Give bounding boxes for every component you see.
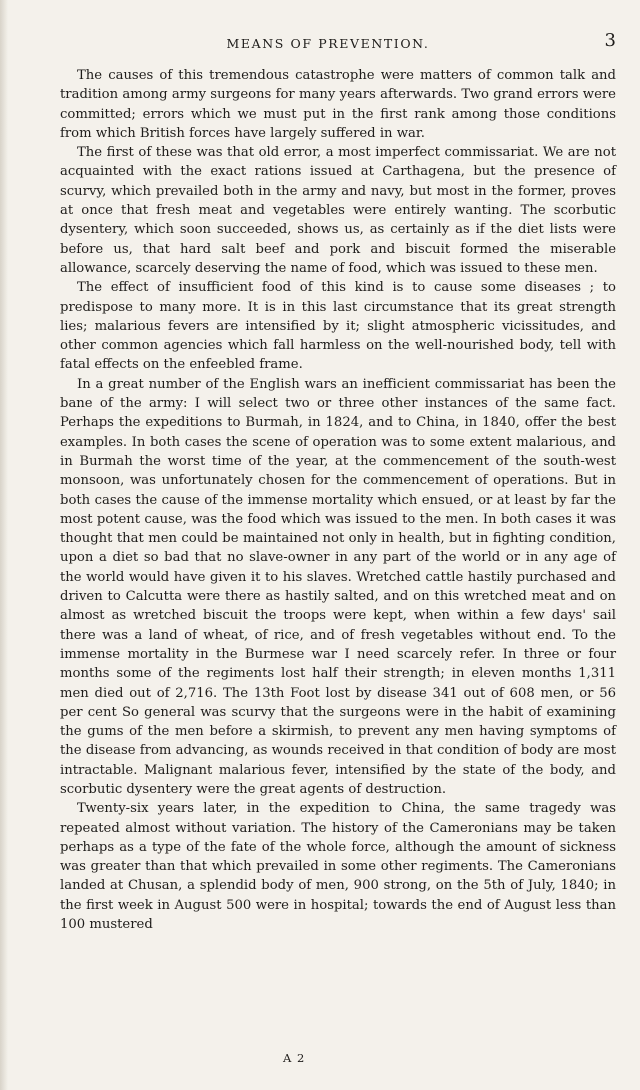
signature-mark: A 2 — [283, 1051, 306, 1065]
binding-shadow — [0, 0, 8, 1090]
paragraph: The causes of this tremendous catastrophe were matters of common talk and tradition among army surgeons for many years afterwards. Two grand errors were committed; errors which we must put in the first rank among those conditions from which British forces have largely suffered in war. — [60, 68, 616, 141]
paragraph: In a great number of the English wars an inefficient commissariat has been the bane of the army: I will select two or three other instances of the same fact. Perhaps the expeditions to Burmah, in 1824, and to China, in 1840, offer the best examples. In both cases the scene of operation was to some extent malarious, and in Burmah the worst time of the year, at the commencement of the south-west monsoon, was unfortunately chosen for the commencement of operations. But in both cases the cause of the immense mortality which ensued, or at least by far the most potent cause, was the food which was issued to the men. In both cases it was thought that men could be maintained not only in health, but in fighting condition, upon a diet so bad that no slave-owner in any part of the world or in any age of the world would have given it to his slaves. Wretched cattle hastily purchased and driven to Calcutta were there as hastily salted, and on this wretched meat and on almost as wretched biscuit the troops were kept, when within a few days' sail there was a land of wheat, of rice, and of fresh vegetables without end. To the immense mortality in the Burmese war I need scarcely refer. In three or four months some of the regiments lost half their strength; in eleven months 1,311 men died out of 2,716. The 13th Foot lost by disease 341 out of 608 men, or 56 per cent So general was scurvy that the surgeons were in the habit of examining the gums of the men before a skirmish, to prevent any men having symptoms of the disease from advancing, as wounds received in that condition of body are most intractable. Malignant malarious fever, intensified by the state of the body, and scorbutic dysentery were the great agents of destruction. — [60, 376, 616, 797]
body-text — [60, 66, 616, 934]
page-number: 3 — [604, 30, 616, 51]
paragraph: The first of these was that old error, a most imperfect commissariat. We are not acquainted with the exact rations issued at Carthagena, but the presence of scurvy, which prevailed both in the army and navy, but most in the former, proves at once that fresh meat and vegetables were entirely wanting. The scorbutic dysentery, which soon succeeded, shows us, as certainly as if the diet lists were before us, that hard salt beef and pork and biscuit formed the miserable allowance, scarcely deserving the name of food, which was issued to these men. — [60, 145, 616, 276]
running-head-title: MEANS OF PREVENTION. — [226, 36, 430, 51]
running-head — [60, 30, 616, 52]
paragraph: Twenty-six years later, in the expedition to China, the same tragedy was repeated almost without variation. The history of the Cameronians may be taken perhaps as a type of the fate of the whole force, although the amount of sickness was greater than that which prevailed in some other regiments. The Cameronians landed at Chusan, a splendid body of men, 900 strong, on the 5th of July, 1840; in the first week in August 500 were in hospital; towards the end of August less than 100 mustered — [60, 801, 616, 933]
paragraph: The effect of insufficient food of this kind is to cause some diseases ; to predispose to many more. It is in this last circumstance that its great strength lies; malarious fevers are intensified by it; slight atmospheric vicissitudes, and other common agencies which fall harmless on the well-nourished body, tell with fatal effects on the enfeebled frame. — [60, 280, 616, 373]
